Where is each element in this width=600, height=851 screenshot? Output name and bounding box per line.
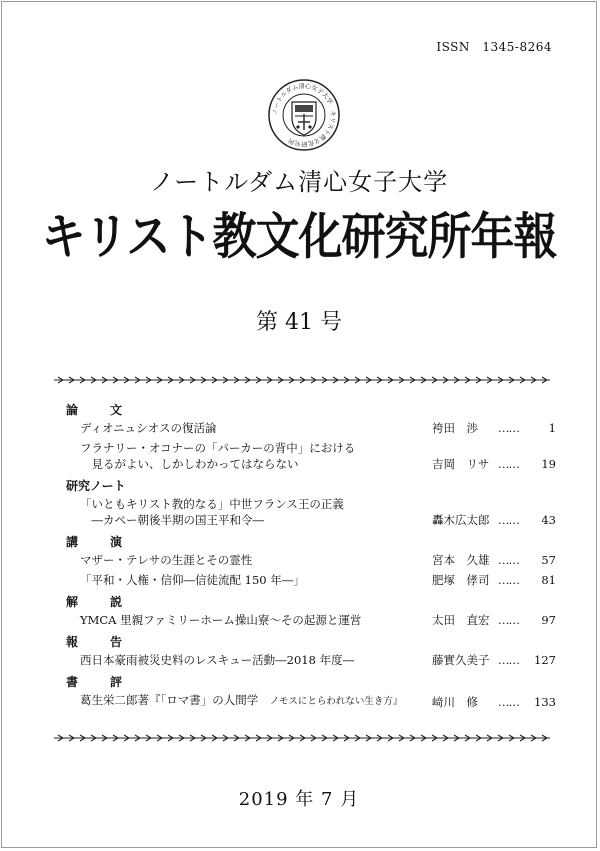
entry-page-number: 127 [534, 653, 556, 667]
entry-title [66, 652, 432, 668]
leader-dots: …… [498, 573, 519, 587]
toc-entry[interactable] [66, 420, 556, 436]
issn-number: ISSN 1345-8264 [436, 40, 552, 54]
entry-title [66, 420, 432, 436]
entry-author: 吉岡 リサ [432, 457, 490, 471]
entry-author: 宮本 久雄 [432, 553, 490, 567]
leader-dots: …… [498, 513, 519, 527]
university-name: ノートルダム清心女子大学 [149, 168, 449, 196]
entry-author: 轟木広太郎 [432, 513, 490, 527]
entry-title-line: 「いともキリスト教的なる」中世フランス王の正義 [80, 497, 344, 511]
entry-author: 藤實久美子 [432, 653, 490, 667]
toc-entry[interactable] [66, 496, 556, 528]
leader-dots: …… [498, 553, 519, 567]
entry-title-line [80, 692, 432, 710]
entry-title [66, 496, 432, 528]
entry-title-line: YMCA 里親ファミリーホーム操山寮～その起源と運営 [80, 613, 362, 627]
seal-text: ノートルダム清心女子大学 キリスト教文化研究所 [271, 82, 337, 148]
leader-dots: …… [498, 613, 519, 627]
entry-title-line: マザー・テレサの生涯とその霊性 [80, 553, 253, 567]
leader-dots: …… [498, 421, 519, 435]
toc-entry[interactable] [66, 572, 556, 588]
toc-entry[interactable] [66, 612, 556, 628]
entry-author: 袴田 渉 [432, 421, 478, 435]
section-heading: 解 説 [66, 595, 133, 609]
section-heading: 講 演 [66, 535, 133, 549]
journal-title: キリスト教文化研究所年報 [41, 208, 557, 266]
entry-page-number: 57 [541, 553, 556, 567]
top-divider [54, 375, 550, 385]
entry-author: 太田 直宏 [432, 613, 490, 627]
leader-dots: …… [498, 695, 519, 709]
section-heading: 論 文 [66, 403, 133, 417]
entry-author: 﨑川 修 [432, 695, 478, 709]
table-of-contents [66, 400, 556, 714]
entry-title-text: 葛生栄二郎著『「ロマ書」の人間学 [80, 693, 259, 707]
university-seal-icon [267, 78, 341, 152]
entry-subtitle: ノモスにとらわれない生き方』 [269, 696, 403, 707]
entry-page-number: 81 [541, 573, 556, 587]
entry-title [66, 552, 432, 568]
entry-author: 肥塚 侾司 [432, 573, 490, 587]
toc-entry[interactable] [66, 552, 556, 568]
section-heading: 報 告 [66, 635, 133, 649]
journal-cover [1, 1, 597, 848]
entry-title-line: ―カペー朝後半期の国王平和令― [80, 513, 264, 527]
entry-title [66, 612, 432, 628]
entry-title [66, 572, 432, 588]
entry-title [66, 440, 432, 472]
toc-entry[interactable] [66, 652, 556, 668]
entry-title-line: 「平和・人権・信仰―信徒流配 150 年―」 [80, 573, 305, 587]
bottom-divider [54, 733, 550, 743]
entry-page-number: 1 [548, 421, 556, 435]
entry-page-number: 43 [541, 513, 556, 527]
toc-entry[interactable] [66, 440, 556, 472]
entry-title-line: ディオニュシオスの復活論 [80, 421, 217, 435]
entry-title [66, 692, 432, 710]
leader-dots: …… [498, 653, 519, 667]
section-heading: 書 評 [66, 675, 133, 689]
entry-page-number: 97 [541, 613, 556, 627]
publication-date: 2019 年 7 月 [238, 789, 360, 810]
entry-title-line: 西日本豪雨被災史料のレスキュー活動―2018 年度― [80, 653, 355, 667]
entry-title-line: 見るがよい、しかしわかってはならない [80, 457, 299, 471]
entry-title-line: フラナリー・オコナーの「パーカーの背中」における [80, 441, 356, 455]
entry-page-number: 133 [534, 695, 556, 709]
toc-entry[interactable] [66, 692, 556, 710]
issue-number: 第 41 号 [256, 310, 342, 335]
section-heading: 研究ノート [66, 479, 126, 493]
leader-dots: …… [498, 457, 519, 471]
entry-page-number: 19 [541, 457, 556, 471]
